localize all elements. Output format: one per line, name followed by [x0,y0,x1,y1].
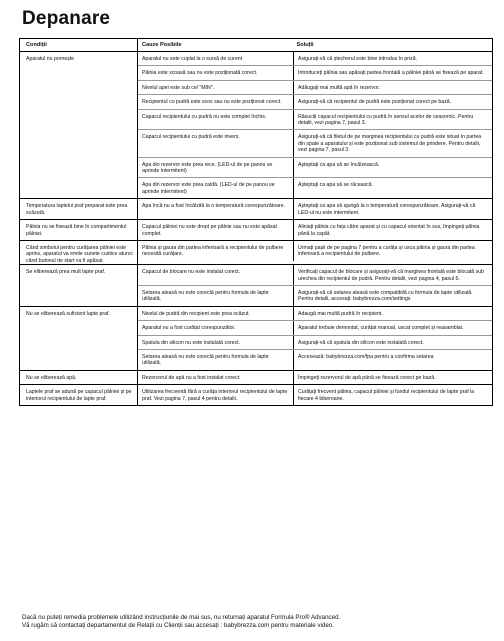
page-title: Depanare [22,8,111,29]
condition-cell: Pâlnia nu se fixează bine în compartimentul pâlniei. [20,220,138,241]
cause-cell: Capacul pâlniei nu este drept pe pâlnie sau nu este apăsat complet. [138,220,294,240]
cause-solution-list [138,385,492,405]
table-header-row [20,39,493,52]
cause-cell: Apa încă nu a fost încălzită la o temperatură corespunzătoare. [138,199,294,219]
table-row [20,385,493,406]
header-cauze: Cauze Posibile [138,39,293,52]
cause-solution-cell [138,52,493,199]
solution-cell: Asigurați-vă că filetul de pe marginea recipientului cu pudră este situat în partea din spate a aparatului și este poziționat sub sistemul de prindere. Pentru detalii, vezi pagina 7, pasul 3. [294,130,493,157]
cause-solution-list [138,220,492,240]
cause-cell: Aparatul nu este cuplat la o sursă de curent [138,52,294,66]
cause-cell: Nivelul apei este sub cel "MIN". [138,80,294,94]
cause-cell: Spatula din silicon nu este instalată corect. [138,335,294,349]
solution-cell: Accesează: babybrezza.com/fpa pentru a confirma setarea [298,353,434,360]
cause-cell: Capacul de blocare nu este instalat corect. [138,265,294,285]
cause-cell: Pâlnia este scoasă sau nu este poziționată corect. [138,66,294,80]
condition-cell: Când simbolul pentru curățarea pâlniei este aprins, aparatul va emite sunete custice atunci când butonul de start va fi apăsat. [20,240,138,264]
cause-cell: Aparatul nu a fost curățat corespunzător. [138,321,294,335]
solution-cell: Introduceți pâlnia sau apăsați partea frontală a pâlniei până se fixează pe aparat. [294,66,493,80]
cause-solution-row [138,199,492,219]
condition-cell: Temperatura laptelui praf preparat este prea scăzută. [20,199,138,220]
cause-solution-row [138,385,492,405]
cause-solution-list [138,241,492,261]
condition-cell: Aparatul nu pornește [20,52,138,199]
solution-cell: Adăugați mai multă apă în rezervor. [294,80,493,94]
cause-solution-list [138,371,492,384]
cause-cell: Setarea aleasă nu este corectă pentru formula de lapte utilizată. [138,285,294,305]
cause-cell: Nivelul de pudră din recipient este prea scăzut. [138,307,294,321]
solution-cell: Asigurați-vă că setarea aleasă este compatibilă cu formula de lapte utilizată. Pentru detalii, accesați: babybrezza.com/settings [298,289,473,303]
cause-solution-cell [138,199,493,220]
footer-note [22,614,492,630]
cause-solution-cell [138,265,493,307]
cause-solution-row [138,109,492,130]
cause-cell: Capacul recipientului cu pudră este invers. [138,130,294,157]
cause-solution-row [138,130,492,157]
cause-solution-row [138,95,492,109]
cause-cell: Setarea aleasă nu este corectă pentru formula de lapte utilizată. [138,349,294,369]
solution-cell: Asigurați-vă că ștecherul este bine introdus în priză. [294,52,493,66]
cause-cell: Apa din rezervor este prea rece. (LED-ul de pe panou se aprinde intermitent) [138,157,294,178]
cause-solution-row [138,285,492,305]
solution-cell: Așteptați ca apa să ajungă la o temperatură corespunzătoare. Asigurați-vă că LED-ul nu este intermitent. [298,203,476,216]
header-conditii: Condiții [20,39,138,52]
table-body [20,52,493,406]
solution-cell: Răsuciți capacul recipientului cu pudră în sensul acelor de ceasornic. Pentru detalii, vezi pagina 7, pasul 3. [294,109,493,130]
solution-cell: Așteptați ca apa să se încălzească. [294,157,493,178]
footer-line-2: Vă rugăm să contactați departamentul de Relații cu Clienții sau accesați : babybrezza.com pentru materiale video. [22,622,334,629]
condition-cell: Nu se eliberează apă. [20,370,138,384]
cause-cell: Pâlnia și gaura din partea inferioară a recipientului de pulbere necesită curățare. [138,241,294,261]
table-row [20,240,493,264]
cause-solution-row [138,371,492,384]
cause-solution-row [138,80,492,94]
condition-cell: Nu se eliberează suficient lapte praf. [20,306,138,370]
cause-solution-list [138,199,492,219]
cause-solution-cell [138,370,493,384]
cause-solution-row [138,321,492,335]
solution-cell: Urmați pașii de pe pagina 7 pentru a curăța și usca pâlnia și gaura din partea inferioară a recipientului de pulbere. [298,244,475,258]
solution-cell: Împingeți rezervorul de apă până se fixează corect pe bază. [298,374,436,381]
cause-solution-list [138,52,492,198]
solution-cell: Aparatul trebuie demontat, curățat manual, uscat complet și reasamblat. [294,321,493,335]
cause-cell: Utilizarea frecventă fără a curăța interiorul recipientului de lapte praf. Vezi pagina 7, pasul 4 pentru detalii. [138,385,294,405]
cause-solution-row [138,220,492,240]
cause-solution-row [138,307,492,321]
cause-solution-row [138,178,492,198]
cause-solution-row [138,265,492,285]
cause-cell: Apa din rezervor este prea caldă. (LED-ul de pe panou se aprinde intermitent) [138,178,294,198]
cause-cell: Rezervorul de apă nu a fost instalat corect. [138,371,294,384]
cause-solution-cell [138,240,493,264]
footer-line-1: Dacă nu puteți remedia problemele utilizând instrucțiunile de mai sus, nu returnați aparatul Formula Pro® Advanced. [22,614,341,621]
solution-cell: Verificați capacul de blocare și asigurați-vă că marginea frontală este blocată sub urechea din recipientul de pudră. Pentru detalii, vezi pagina 4, pasul 6. [294,265,493,285]
header-solutii: Soluții [293,39,493,52]
cause-solution-row [138,157,492,178]
cause-solution-list [138,307,492,370]
table-row [20,370,493,384]
table-row [20,52,493,199]
solution-cell: Asigurați-vă că spatula din silicon este instalată corect. [294,335,493,349]
cause-solution-row [138,66,492,80]
troubleshooting-table [19,38,493,406]
cause-solution-cell [138,306,493,370]
solution-cell: Aliniați pâlnia cu fața către aparat și cu capacul orientat în sus, împingeți pâlnia până la capăt. [298,224,480,237]
table-row [20,265,493,307]
cause-cell: Recipientul cu pudră este scos sau nu este poziționat corect. [138,95,294,109]
solution-cell: Adaugă mai multă pudră în recipient. [294,307,493,321]
solution-cell: Așteptați ca apa să se răcească. [298,182,373,189]
cause-solution-cell [138,385,493,406]
cause-solution-row [138,349,492,369]
table-row [20,199,493,220]
cause-solution-row [138,335,492,349]
solution-cell: Curățați frecvent pâlnia, capacul pâlniei și fundul recipientului de lapte praf la fiecare 4 biberoane. [298,389,475,402]
table-row [20,220,493,241]
condition-cell: Se eliberează prea mult lapte praf. [20,265,138,307]
cause-solution-row [138,241,492,261]
cause-solution-cell [138,220,493,241]
cause-solution-row [138,52,492,66]
solution-cell: Asigurați-vă că recipientul de pudră este poziționat corect pe bază. [294,95,493,109]
condition-cell: Laptele praf se adună pe capacul pâlniei și pe interiorul recipientului de lapte praf. [20,385,138,406]
cause-cell: Capacul recipientului cu pudră nu este complet închis. [138,109,294,130]
cause-solution-list [138,265,492,306]
table-row [20,306,493,370]
